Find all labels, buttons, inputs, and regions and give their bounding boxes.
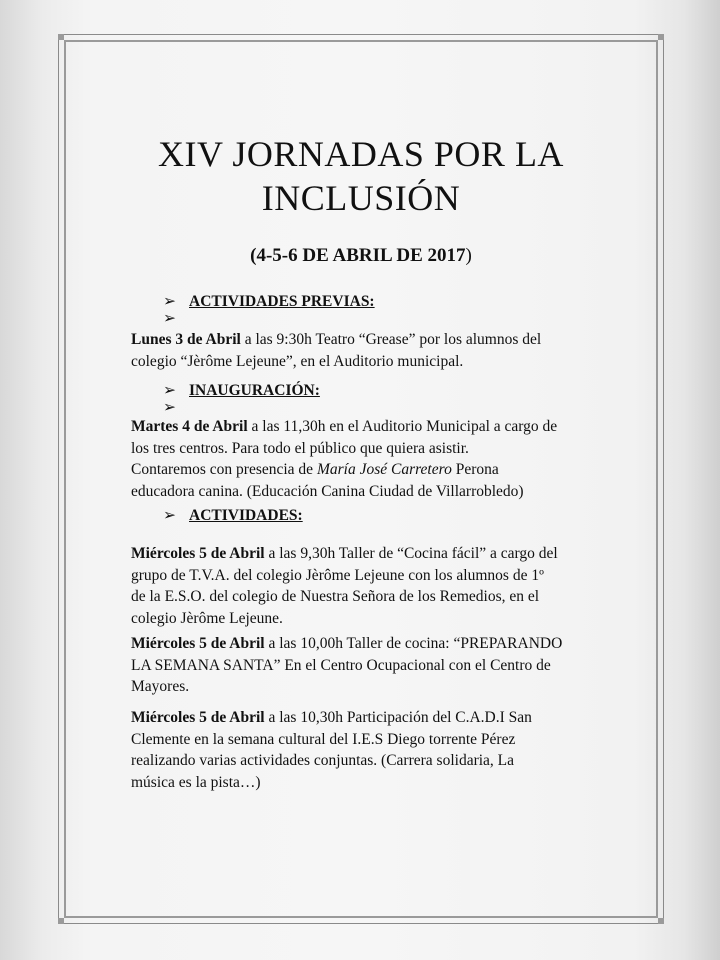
activity-day: Miércoles 5 de Abril — [131, 709, 265, 726]
arrow-bullet-icon: ➢ — [163, 507, 176, 524]
activity-text: de la E.S.O. del colegio de Nuestra Señora de los Remedios, en el — [131, 588, 540, 605]
section-heading-actividades — [163, 506, 303, 525]
activity-text: los tres centros. Para todo el público que quiera asistir. — [131, 439, 469, 457]
arrow-bullet-icon: ➢ — [163, 293, 176, 310]
activity-day: Miércoles 5 de Abril — [131, 635, 265, 652]
activity-text: realizando varias actividades conjuntas. (Carrera solidaria, La — [131, 752, 515, 769]
activity-text: a las 9,30h Taller de “Cocina fácil” a cargo del — [264, 545, 558, 562]
activity-paragraph-miercoles-1 — [131, 543, 601, 629]
activity-text: a las 11,30h en el Auditorio Municipal a cargo de — [247, 418, 558, 435]
event-dates-paren: ) — [465, 245, 472, 266]
event-dates-text: (4-5-6 DE ABRIL DE 2017 — [250, 245, 466, 266]
activity-text: LA SEMANA SANTA” En el Centro Ocupacional con el Centro de — [131, 656, 551, 674]
event-dates — [64, 245, 658, 267]
activity-text: Clemente en la semana cultural del I.E.S Diego torrente Pérez — [131, 730, 516, 748]
activity-paragraph-martes — [131, 416, 601, 502]
guest-name: María José Carretero — [316, 461, 452, 478]
border-corner-ornament — [658, 34, 664, 40]
activity-day: Martes 4 de Abril — [131, 418, 248, 435]
title-line-1: XIV JORNADAS POR LA — [158, 134, 564, 174]
document-title — [64, 132, 658, 220]
activity-paragraph-miercoles-3 — [131, 707, 601, 793]
section-heading-label: ACTIVIDADES: — [189, 507, 303, 524]
border-corner-ornament — [658, 918, 664, 924]
activity-text: Perona — [451, 461, 499, 478]
section-heading-label: ACTIVIDADES PREVIAS: — [189, 293, 375, 310]
activity-text: educadora canina. (Educación Canina Ciudad de Villarrobledo) — [131, 482, 524, 500]
activity-text: Mayores. — [131, 678, 190, 695]
section-heading-inauguracion — [163, 381, 320, 400]
activity-text: colegio Jèrôme Lejeune. — [131, 609, 283, 627]
activity-text: a las 10,30h Participación del C.A.D.I San — [264, 709, 532, 726]
activity-text: a las 9:30h Teatro “Grease” por los alumnos del — [240, 331, 542, 348]
activity-paragraph-lunes — [131, 329, 601, 372]
border-corner-ornament — [58, 34, 64, 40]
activity-text: a las 10,00h Taller de cocina: “PREPARANDO — [264, 635, 563, 652]
activity-text: música es la pista…) — [131, 773, 261, 791]
activity-day: Lunes 3 de Abril — [131, 331, 241, 348]
section-heading-actividades-previas — [163, 292, 375, 311]
section-heading-label: INAUGURACIÓN: — [189, 382, 320, 399]
activity-text: grupo de T.V.A. del colegio Jèrôme Lejeune con los alumnos de 1º — [131, 566, 544, 584]
border-corner-ornament — [58, 918, 64, 924]
title-line-2: INCLUSIÓN — [261, 178, 461, 218]
arrow-bullet-icon: ➢ — [163, 310, 176, 327]
activity-day: Miércoles 5 de Abril — [131, 545, 265, 562]
activity-paragraph-miercoles-2 — [131, 633, 601, 698]
activity-text: Contaremos con presencia de — [131, 461, 317, 478]
arrow-bullet-icon: ➢ — [163, 382, 176, 399]
arrow-bullet-icon: ➢ — [163, 399, 176, 416]
activity-text: colegio “Jèrôme Lejeune”, en el Auditorio municipal. — [131, 352, 464, 370]
